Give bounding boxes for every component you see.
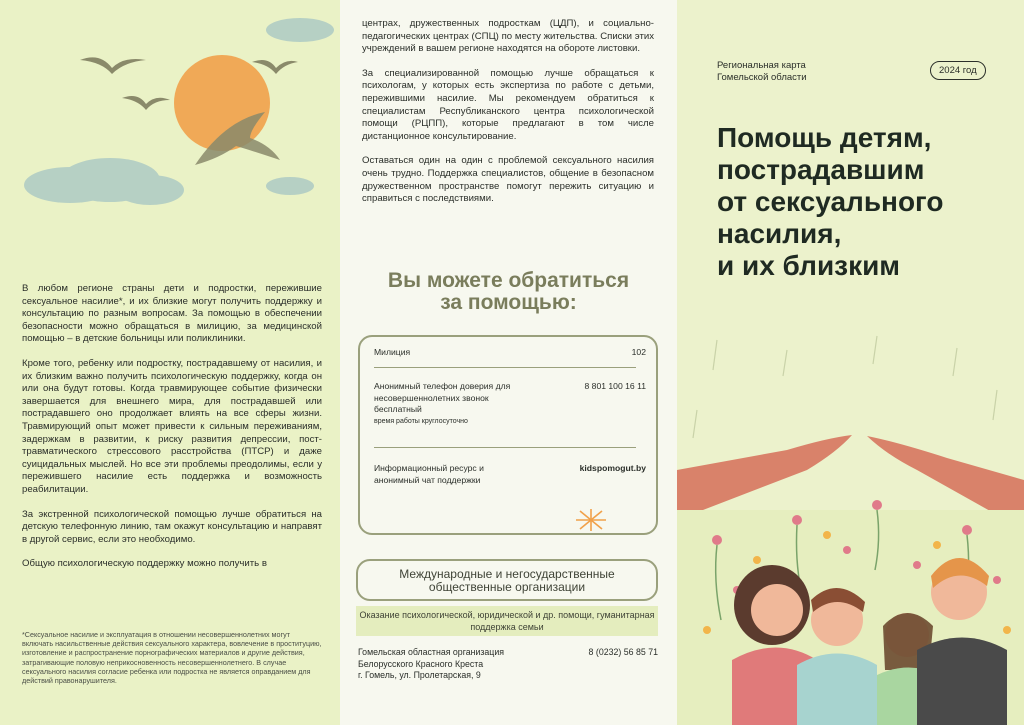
website-link[interactable]: kidspomogut.by [579,463,646,473]
title-line: и их близким [717,250,901,281]
sun-birds-illustration [0,0,340,270]
help-heading-line: за помощью: [440,291,577,314]
org-address: г. Гомель, ул. Пролетарская, 9 [358,670,481,681]
left-body-text [22,283,322,583]
ngo-subtitle: Оказание психологической, юридической и др. помощи, гуманитарная поддержка семьи [356,606,658,636]
help-heading-line: Вы можете обратиться [387,269,630,292]
map-label [717,60,807,84]
left-paragraph: Кроме того, ребенку или подростку, пострадавшему от насилия, и их близким важно получить психологическую поддержку, когда он или она будут готовы. Когда травмирующее событие физически завершается для внешнего мира, для пострадавшей или пострадавшего оно продолжает влиять на все сферы жизни. Травмирующий опыт может привести к сильным переживаниям, задержкам в развитии, к риску развития депрессии, пост-травматического стрессового расстройства (ПТСР) и даже суицидальных мыслей. Но все эти проблемы преодолимы, если у пережившего насилие есть поддержка и возможность реабилитации. [22,357,322,495]
contact-label: Анонимный телефон доверия для несовершеннолетних звонок бесплатный [374,381,511,414]
middle-panel [340,0,677,725]
cover-title [717,122,1017,282]
map-label-line: Региональная карта [717,60,806,71]
middle-paragraph: За специализированной помощью лучше обращаться к психологам, у которых есть экспертиза по работе с детьми, пережившими насилие. Мы рекомендуем обратиться к специалистам Республиканского центра психологической помощи (РЦПП), которые предлагают в том числе дистанционное консультирование. [362,67,654,142]
map-label-line: Гомельской области [717,72,807,83]
contact-hotline [374,381,646,427]
title-line: от сексуального [717,186,944,217]
ngo-title-box: Международные и негосударственные общественные организации [356,559,658,601]
contact-police [374,347,646,359]
contact-label: Информационный ресурс и анонимный чат поддержки [374,463,484,485]
contact-divider [374,447,636,448]
title-line: пострадавшим [717,154,925,185]
middle-paragraph: Оставаться один на один с проблемой сексуального насилия очень трудно. Поддержка специалистов, общение в безопасном дружественном пространстве помогут пережить ситуацию и справиться с последствиями. [362,155,654,205]
footnote: *Сексуальное насилие и эксплуатация в отношении несовершеннолетних могут включать насильственные действия сексуального характера, вовлечение в проституцию, изготовление и распространение порнографических материалов и другие действия, затрагивающие половую неприкосновенность несовершеннолетнего. В случае сексуального насилия согласие ребенка или подростка не является оправданием для действий правонарушителя. [22,630,322,686]
org-name: Гомельская областная организация Белорусского Красного Креста [358,647,505,669]
left-paragraph: В любом регионе страны дети и подростки, пережившие сексуальное насилие*, и их близкие могут получить поддержку и консультацию по разным вопросам. За помощью в обеспечении безопасности можно обращаться в милицию, за медицинской помощью – в детские больницы или поликлиники. [22,283,322,345]
contact-website[interactable] [374,463,646,486]
family-illustration [677,330,1024,725]
title-line: Помощь детям, [717,122,932,153]
contact-divider [374,367,636,368]
left-panel [0,0,340,725]
contact-hours: время работы круглосуточно [374,417,468,425]
contact-label: Милиция [374,347,411,357]
contact-value: 8 801 100 16 11 [584,381,646,391]
left-paragraph: За экстренной психологической помощью лучше обратиться на детскую телефонную линию, там окажут консультацию и направят в другой сервис, если это необходимо. [22,508,322,545]
contacts-box [358,335,658,535]
year-badge: 2024 год [930,61,986,80]
right-panel [677,0,1024,725]
org-phone: 8 (0232) 56 85 71 [588,647,658,657]
org-entry [358,647,658,682]
sparkle-icon [572,507,610,533]
help-heading [340,270,677,314]
title-line: насилия, [717,218,842,249]
contact-value: 102 [631,347,646,357]
middle-body-text [362,18,654,218]
left-paragraph: Общую психологическую поддержку можно получить в [22,558,267,570]
middle-paragraph: центрах, дружественных подросткам (ЦДП), и социально-педагогических центрах (СПЦ) по месту жительства. Списки этих учреждений в вашем регионе находятся на обороте листовки. [362,18,654,55]
